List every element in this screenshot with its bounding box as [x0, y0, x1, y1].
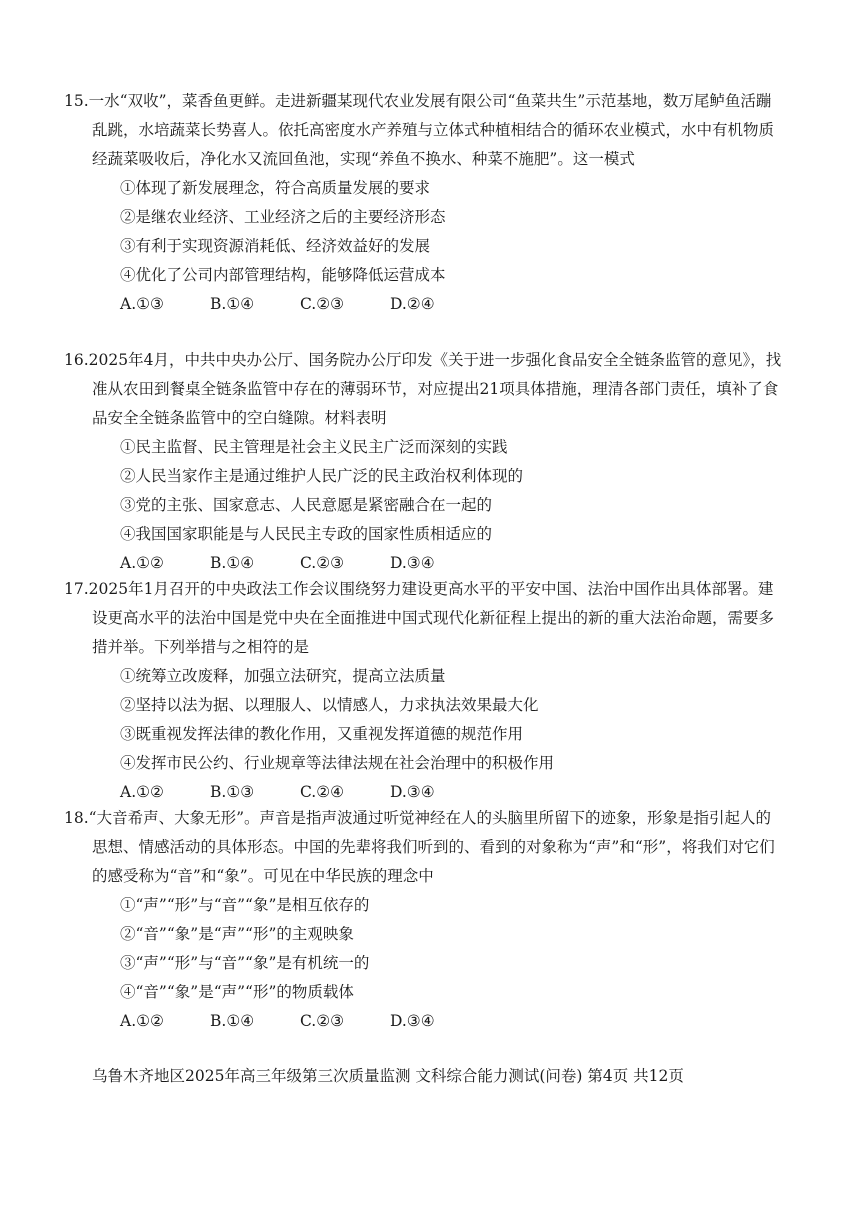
option-3: ③党的主张、国家意志、人民意愿是紧密融合在一起的	[120, 496, 493, 514]
question-16	[64, 346, 782, 578]
choice-a: A.①②	[120, 1012, 164, 1030]
option-4: ④“音”“象”是“声”“形”的物质载体	[120, 983, 354, 1001]
question-number: 15.	[64, 92, 89, 110]
question-stem	[64, 87, 782, 174]
question-stem	[64, 346, 782, 433]
option-2: ②人民当家作主是通过维护人民广泛的民主政治权利体现的	[120, 467, 524, 485]
option-1: ①民主监督、民主管理是社会主义民主广泛而深刻的实践	[120, 438, 508, 456]
option-4: ④优化了公司内部管理结构，能够降低运营成本	[120, 266, 446, 284]
question-number: 18.	[64, 809, 89, 827]
choice-a: A.①②	[120, 554, 164, 572]
choice-c: C.②④	[300, 783, 345, 801]
choice-b: B.①④	[210, 554, 255, 572]
choice-d: D.③④	[390, 554, 435, 572]
question-stem	[64, 804, 782, 891]
choice-b: B.①④	[210, 1012, 255, 1030]
option-4: ④发挥市民公约、行业规章等法律法规在社会治理中的积极作用	[120, 754, 555, 772]
question-text: 一水“双收”，菜香鱼更鲜。走进新疆某现代农业发展有限公司“鱼菜共生”示范基地，数万尾鲈鱼活蹦乱跳，水培蔬菜长势喜人。依托高密度水产养殖与立体式种植相结合的循环农业模式，水中有机物质经蔬菜吸收后，净化水又流回鱼池，实现“养鱼不换水、种菜不施肥”。这一模式	[88, 92, 775, 168]
answer-choices	[120, 549, 782, 578]
choice-d: D.②④	[390, 295, 435, 313]
option-1: ①“声”“形”与“音”“象”是相互依存的	[120, 896, 370, 914]
question-text: 2025年4月，中共中央办公厅、国务院办公厅印发《关于进一步强化食品安全全链条监管的意见》，找准从农田到餐桌全链条监管中存在的薄弱环节，对应提出21项具体措施，理清各部门责任，填补了食品安全全链条监管中的空白缝隙。材料表明	[88, 351, 782, 427]
page-footer: 乌鲁木齐地区2025年高三年级第三次质量监测 文科综合能力测试(问卷) 第4页 共12页	[92, 1067, 684, 1085]
choice-a: A.①②	[120, 783, 164, 801]
option-3: ③“声”“形”与“音”“象”是有机统一的	[120, 954, 370, 972]
option-2: ②是继农业经济、工业经济之后的主要经济形态	[120, 208, 446, 226]
question-stem	[64, 575, 782, 662]
option-2: ②“音”“象”是“声”“形”的主观映象	[120, 925, 354, 943]
choice-d: D.③④	[390, 1012, 435, 1030]
choice-d: D.③④	[390, 783, 435, 801]
question-18	[64, 804, 782, 1036]
answer-choices	[120, 290, 782, 319]
choice-a: A.①③	[120, 295, 164, 313]
question-text: 2025年1月召开的中央政法工作会议围绕努力建设更高水平的平安中国、法治中国作出具体部署。建设更高水平的法治中国是党中央在全面推进中国式现代化新征程上提出的新的重大法治命题，需要多措并举。下列举措与之相符的是	[88, 580, 775, 656]
option-2: ②坚持以法为据、以理服人、以情感人，力求执法效果最大化	[120, 696, 539, 714]
choice-c: C.②③	[300, 554, 345, 572]
option-3: ③既重视发挥法律的教化作用，又重视发挥道德的规范作用	[120, 725, 524, 743]
option-1: ①体现了新发展理念，符合高质量发展的要求	[120, 179, 431, 197]
option-1: ①统筹立改废释，加强立法研究，提高立法质量	[120, 667, 446, 685]
question-number: 16.	[64, 351, 89, 369]
choice-b: B.①③	[210, 783, 255, 801]
question-text: “大音希声、大象无形”。声音是指声波通过听觉神经在人的头脑里所留下的迹象，形象是指引起人的思想、情感活动的具体形态。中国的先辈将我们听到的、看到的对象称为“声”和“形”，将我们对它们的感受称为“音”和“象”。可见在中华民族的理念中	[88, 809, 775, 885]
question-17	[64, 575, 782, 807]
choice-c: C.②③	[300, 1012, 345, 1030]
choice-c: C.②③	[300, 295, 345, 313]
option-4: ④我国国家职能是与人民民主专政的国家性质相适应的	[120, 525, 493, 543]
question-number: 17.	[64, 580, 89, 598]
choice-b: B.①④	[210, 295, 255, 313]
answer-choices	[120, 1007, 782, 1036]
option-3: ③有利于实现资源消耗低、经济效益好的发展	[120, 237, 431, 255]
answer-choices	[120, 778, 782, 807]
question-15	[64, 87, 782, 319]
